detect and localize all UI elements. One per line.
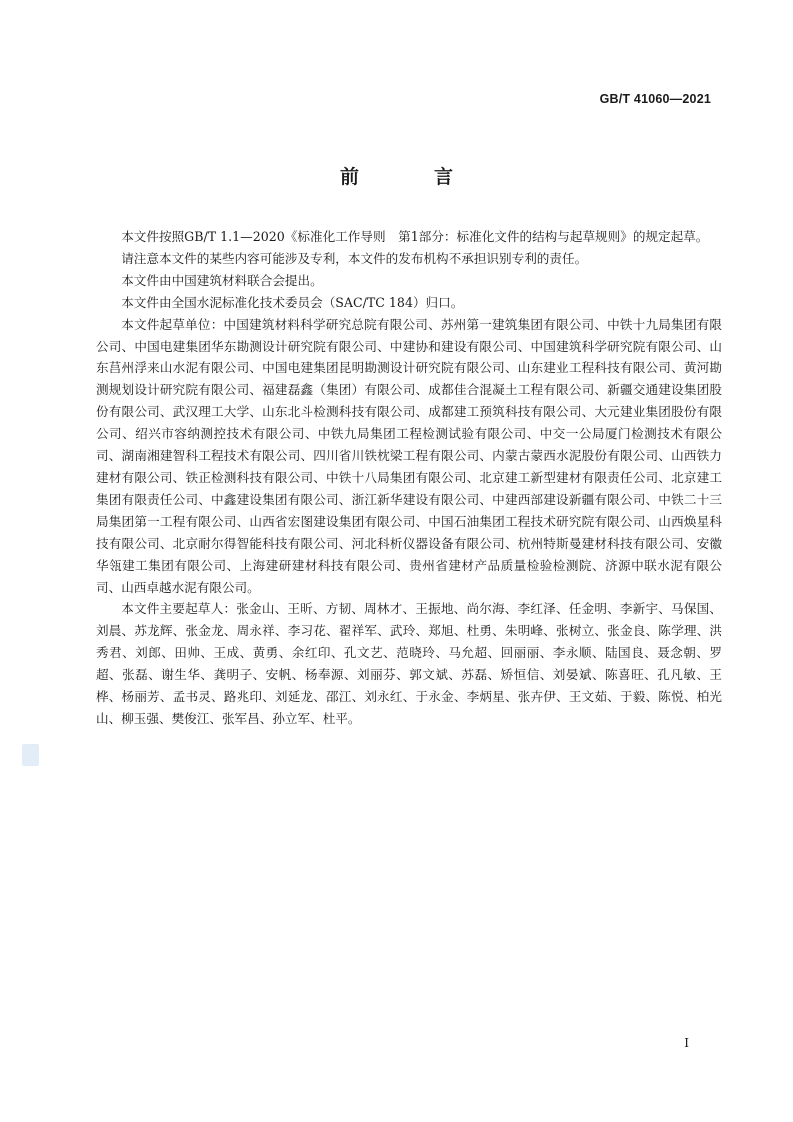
standard-code: GB/T 41060—2021 xyxy=(599,92,711,106)
page-number: I xyxy=(684,1036,689,1050)
paragraph-patent-notice: 请注意本文件的某些内容可能涉及专利，本文件的发布机构不承担识别专利的责任。 xyxy=(121,250,588,266)
paragraph-drafting-units: 本文件起草单位：中国建筑材料科学研究总院有限公司、苏州第一建筑集团有限公司、中铁十九局集团有限公司、中国电建集团华东勘测设计研究院有限公司、中建协和建设有限公司、中国建筑科学研究院有限公司、山东莒州浮来山水泥有限公司、中国电建集团昆明勘测设计研究院有限公司、山东建业工程科技有限公司、黄河勘测规划设计研究院有限公司、福建磊鑫（集团）有限公司、成都佳合混凝土工程有限公司、新疆交通建设集团股份有限公司、武汉理工大学、山东北斗检测科技有限公司、成都建工预筑科技有限公司、大元建业集团股份有限公司、绍兴市容纳测控技术有限公司、中铁九局集团工程检测试验有限公司、中交一公局厦门检测技术有限公司、湖南湘建智科工程技术有限公司、四川省川铁枕梁工程有限公司、内蒙古蒙西水泥股份有限公司、山西铁力建材有限公司、铁正检测科技有限公司、中铁十八局集团有限公司、北京建工新型建材有限责任公司、北京建工集团有限责任公司、中鑫建设集团有限公司、浙江新华建设有限公司、中建西部建设新疆有限公司、中铁二十三局集团第一工程有限公司、山西省宏图建设集团有限公司、中国石油集团工程技术研究院有限公司、山西焕星科技有限公司、北京耐尔得智能科技有限公司、河北科析仪器设备有限公司、杭州特斯曼建材科技有限公司、安徽华瓴建工集团有限公司、上海建研建材科技有限公司、贵州省建材产品质量检验检测院、济源中联水泥有限公司、山西卓越水泥有限公司。 xyxy=(96,316,722,595)
side-tab-marker xyxy=(22,744,39,766)
paragraph-committee: 本文件由全国水泥标准化技术委员会（SAC/TC 184）归口。 xyxy=(121,294,464,310)
paragraph-drafters: 本文件主要起草人：张金山、王昕、方韧、周林才、王振地、尚尔海、李红泽、任金明、李新宇、马保国、刘晨、苏龙辉、张金龙、周永祥、李习花、翟祥军、武玲、郑旭、杜勇、朱明峰、张树立、张金良、陈学理、洪秀君、刘郎、田帅、王成、黄勇、余红印、孔文艺、范晓玲、马允超、回丽丽、李永顺、陆国良、聂念朝、罗超、张磊、谢生华、龚明子、安帆、杨奉源、刘丽芬、郭文斌、苏磊、矫恒信、刘晏斌、陈喜旺、孔凡敏、王桦、杨丽芳、孟书灵、路兆印、刘延龙、邵江、刘永红、于永金、李炳星、张卉伊、王文茹、于毅、陈悦、柏光山、柳玉强、樊俊江、张军昌、孙立军、杜平。 xyxy=(96,601,722,726)
paragraph-drafting-rules: 本文件按照GB/T 1.1—2020《标准化工作导则 第1部分：标准化文件的结构与起草规则》的规定起草。 xyxy=(121,229,709,244)
page-title: 前 言 xyxy=(339,166,481,188)
paragraph-proposer: 本文件由中国建筑材料联合会提出。 xyxy=(121,272,323,288)
foreword-body xyxy=(96,226,722,730)
